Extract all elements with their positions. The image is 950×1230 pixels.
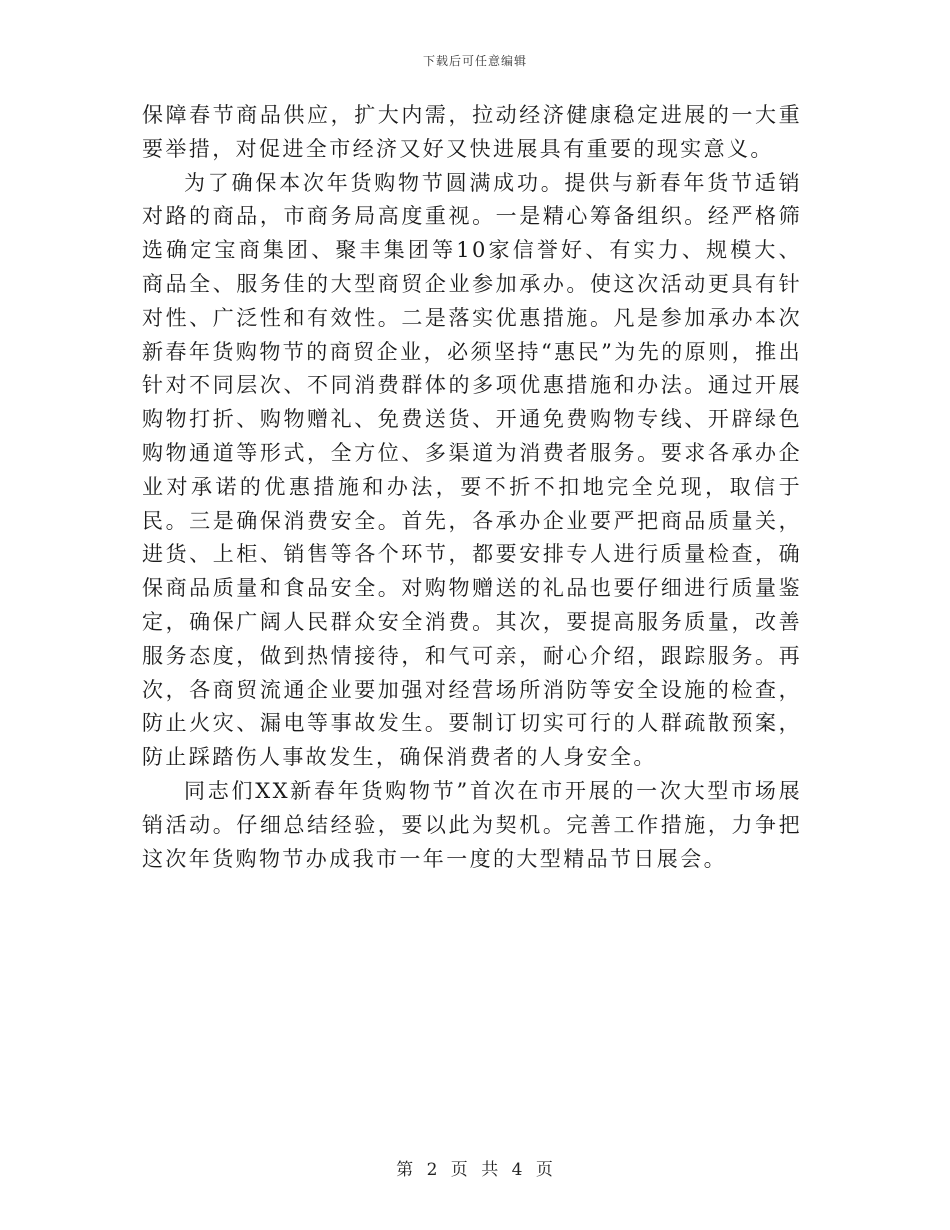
- page-header-note: 下载后可任意编辑: [422, 54, 527, 68]
- document-body: [142, 99, 802, 876]
- paragraph-3: 同志们XX新春年货购物节”首次在市开展的一次大型市场展销活动。仔细总结经验，要以此为契机。完善工作措施，力争把这次年货购物节办成我市一年一度的大型精品节日展会。: [142, 778, 802, 871]
- paragraph-2: 为了确保本次年货购物节圆满成功。提供与新春年货节适销对路的商品，市商务局高度重视。一是精心筹备组织。经严格筛选确定宝商集团、聚丰集团等10家信誉好、有实力、规模大、商品全、服务佳的大型商贸企业参加承办。使这次活动更具有针对性、广泛性和有效性。二是落实优惠措施。凡是参加承办本次新春年货购物节的商贸企业，必须坚持“惠民”为先的原则，推出针对不同层次、不同消费群体的多项优惠措施和办法。通过开展购物打折、购物赠礼、免费送货、开通免费购物专线、开辟绿色购物通道等形式，全方位、多渠道为消费者服务。要求各承办企业对承诺的优惠措施和办法，要不折不扣地完全兑现，取信于民。三是确保消费安全。首先，各承办企业要严把商品质量关，进货、上柜、销售等各个环节，都要安排专人进行质量检查，确保商品质量和食品安全。对购物赠送的礼品也要仔细进行质量鉴定，确保广阔人民群众安全消费。其次，要提高服务质量，改善服务态度，做到热情接待，和气可亲，耐心介绍，跟踪服务。再次，各商贸流通企业要加强对经营场所消防等安全设施的检查，防止火灾、漏电等事故发生。要制订切实可行的人群疏散预案，防止踩踏伤人事故发生，确保消费者的人身安全。: [142, 170, 802, 770]
- page-number-footer: 第 2 页 共 4 页: [396, 1160, 554, 1180]
- paragraph-1: 保障春节商品供应，扩大内需，拉动经济健康稳定进展的一大重要举措，对促进全市经济又好又快进展具有重要的现实意义。: [142, 103, 802, 161]
